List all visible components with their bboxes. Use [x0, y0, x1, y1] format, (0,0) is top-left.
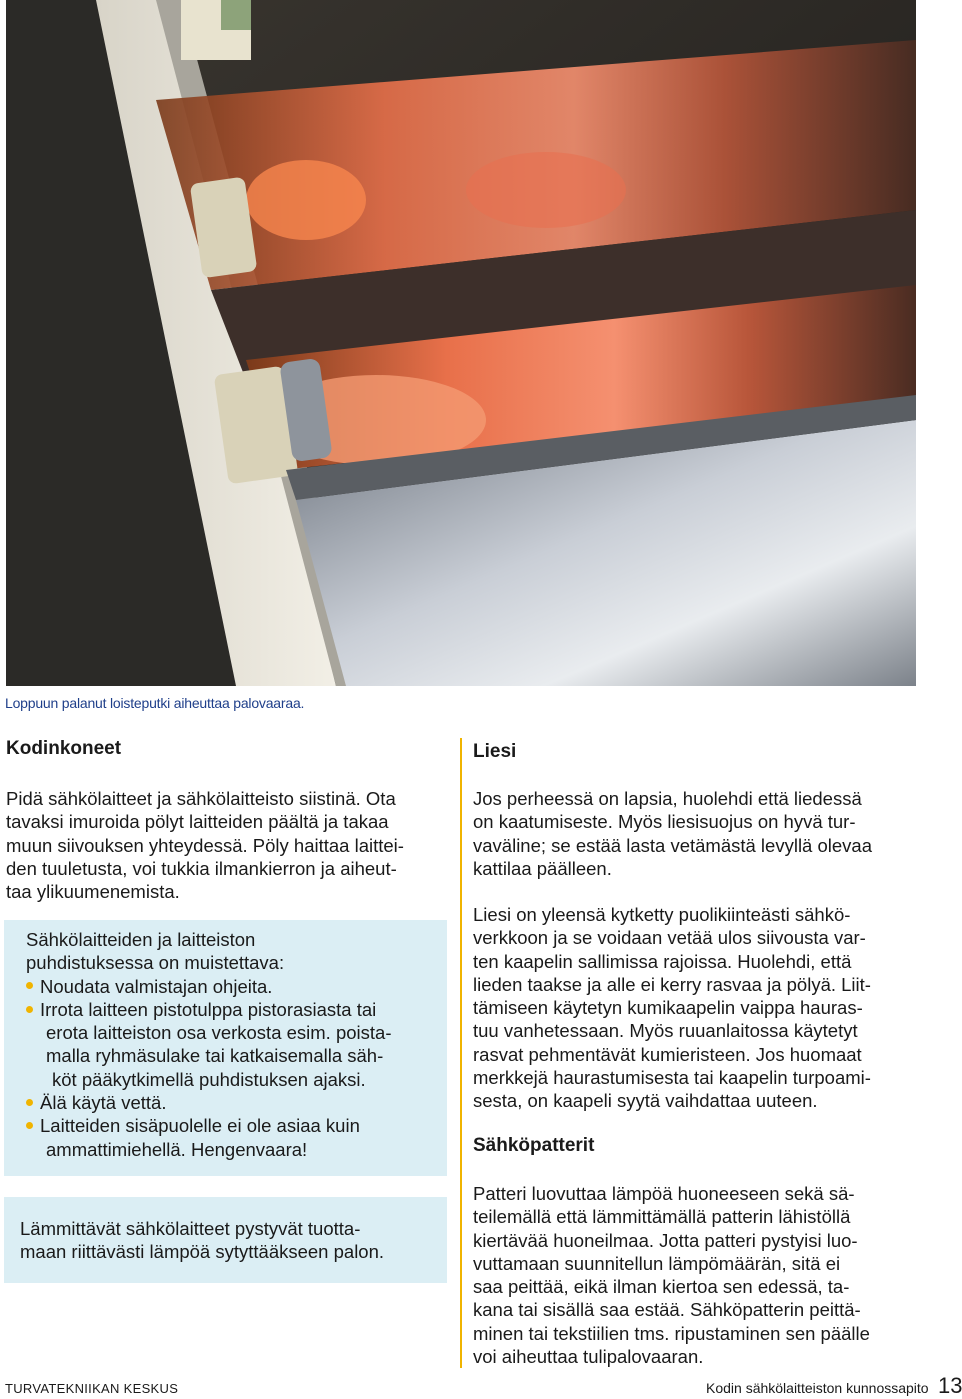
paragraph-line: saa peittää, eikä ilman kiertoa sen edessä, ta- [473, 1276, 850, 1298]
paragraph-line: taa ylikuumenemista. [6, 881, 180, 903]
kodinkoneet-paragraph [6, 787, 449, 903]
checklist-bullet-item [26, 975, 436, 998]
paragraph-line: muun siivouksen yhteydessä. Pöly haittaa laittei- [6, 834, 404, 856]
bullet-text: Älä käytä vettä. [40, 1092, 167, 1114]
patterit-paragraph [473, 1182, 916, 1368]
paragraph-line: rasvat pehmentävät kumieristeen. Jos huomaat [473, 1043, 862, 1065]
cleaning-checklist-box [4, 920, 447, 1176]
column-divider [460, 738, 462, 1368]
paragraph-line: sesta, on kaapeli syytä vaihdattaa uuteen. [473, 1090, 818, 1112]
bullet-dot-icon [26, 1006, 33, 1013]
fluorescent-tube-photo [6, 0, 916, 686]
paragraph-line: voi aiheuttaa tulipalovaaran. [473, 1346, 704, 1368]
warning-box [4, 1197, 447, 1283]
paragraph-line: Liesi on yleensä kytketty puolikiinteästi sähkö- [473, 904, 851, 925]
photo-illustration [6, 0, 916, 686]
bullet-dot-icon [26, 982, 33, 989]
paragraph-line: merkkejä haurastumisesta tai kaapelin turpoami- [473, 1067, 871, 1089]
bullet-continuation: malla ryhmäsulake tai katkaisemalla säh- [46, 1045, 384, 1067]
section-heading-sahkopatterit: Sähköpatterit [473, 1135, 595, 1156]
bullet-dot-icon [26, 1122, 33, 1129]
paragraph-line: vuttamaan suunnitellun lämpömäärän, sitä ei [473, 1252, 841, 1274]
section-heading-liesi: Liesi [473, 741, 517, 762]
paragraph-line: den tuuletusta, voi tukkia ilmankierron ja aiheut- [6, 857, 397, 879]
bullet-continuation: ammattimiehellä. Hengenvaara! [46, 1138, 308, 1160]
bullet-dot-icon [26, 1099, 33, 1106]
checklist-bullet-item [26, 1091, 436, 1114]
paragraph-line: teilemällä että lämmittämällä patterin lähistöllä [473, 1206, 851, 1228]
paragraph-line: minen tai tekstiilien tms. ripustaminen sen päälle [473, 1322, 870, 1344]
paragraph-line: tämiseen käytetyn kumikaapelin vaippa hauras- [473, 997, 863, 1019]
page-number: 13 [938, 1373, 962, 1398]
paragraph-line: tavaksi imuroida pölyt laitteiden päältä ja takaa [6, 811, 389, 833]
checklist-bullet-item [26, 998, 436, 1021]
checklist-intro-line: Sähkölaitteiden ja laitteiston [26, 929, 256, 950]
paragraph-line: Patteri luovuttaa lämpöä huoneeseen sekä sä- [473, 1183, 855, 1204]
bullet-text: Irrota laitteen pistotulppa pistorasiasta tai [40, 998, 377, 1020]
checklist-intro-line: puhdistuksessa on muistettava: [26, 952, 285, 974]
paragraph-line: tuu vanhetessaan. Myös ruuanlaitossa käytetyt [473, 1020, 858, 1042]
paragraph-line: Pidä sähkölaitteet ja sähkölaitteisto siistinä. Ota [6, 788, 396, 809]
paragraph-line: on kaatumiseste. Myös liesisuojus on hyvä tur- [473, 811, 856, 833]
footer-document-title: Kodin sähkölaitteiston kunnossapito [706, 1380, 929, 1396]
paragraph-line: kana tai sisällä saa estää. Sähköpatterin peittä- [473, 1299, 861, 1321]
paragraph-line: verkkoon ja se voidaan vetää ulos siivousta var- [473, 927, 866, 949]
footer-publisher: TURVATEKNIIKAN KESKUS [5, 1381, 179, 1396]
liesi-paragraph-1 [473, 787, 916, 880]
photo-caption: Loppuun palanut loisteputki aiheuttaa palovaaraa. [5, 695, 305, 711]
bullet-text: Noudata valmistajan ohjeita. [40, 975, 273, 997]
paragraph-line: ten kaapelin sallimissa rajoissa. Huolehdi, että [473, 950, 852, 972]
bullet-text: Laitteiden sisäpuolelle ei ole asiaa kuin [40, 1115, 360, 1137]
warning-line: maan riittävästi lämpöä sytyttääkseen palon. [20, 1241, 385, 1263]
checklist-content [26, 928, 436, 1161]
section-heading-kodinkoneet: Kodinkoneet [6, 738, 122, 759]
paragraph-line: kiertävää huoneilmaa. Jotta patteri pystyisi luo- [473, 1229, 858, 1251]
paragraph-line: Jos perheessä on lapsia, huolehdi että liedessä [473, 788, 862, 809]
bullet-continuation: köt pääkytkimellä puhdistuksen ajaksi. [52, 1068, 366, 1090]
warning-line: Lämmittävät sähkölaitteet pystyvät tuotta- [20, 1218, 361, 1239]
checklist-bullet-item [26, 1114, 436, 1137]
warning-text [20, 1217, 440, 1264]
paragraph-line: lieden taakse ja alle ei kerry rasvaa ja pölyä. Liit- [473, 973, 871, 995]
liesi-paragraph-2 [473, 903, 916, 1113]
paragraph-line: kattilaa päälleen. [473, 857, 612, 879]
paragraph-line: vaväline; se estää lasta vetämästä levyllä olevaa [473, 834, 872, 856]
bullet-continuation: erota laitteiston osa verkosta esim. poista- [46, 1022, 392, 1044]
